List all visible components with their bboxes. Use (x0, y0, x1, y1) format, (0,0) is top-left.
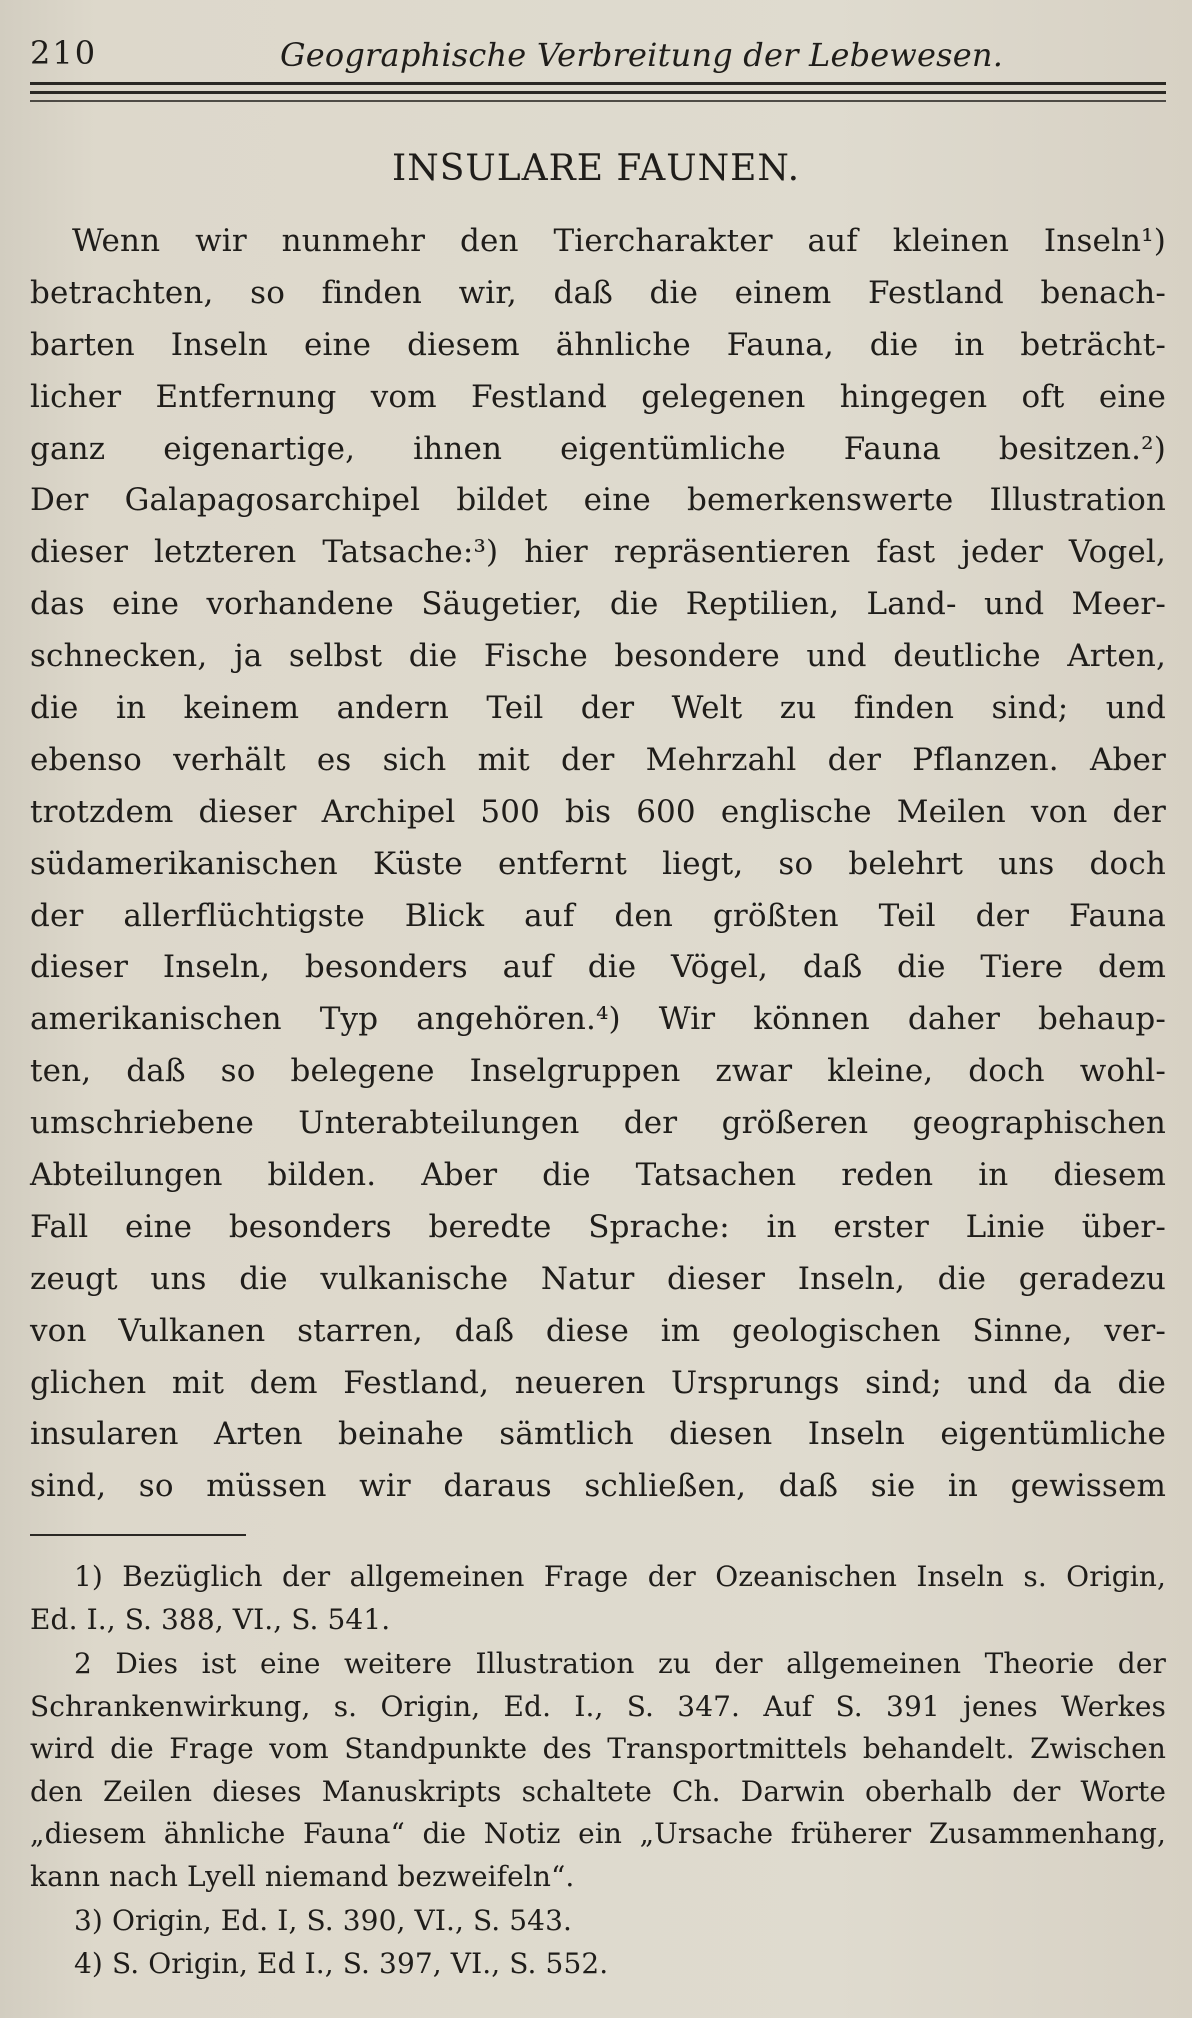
body-line: das eine vorhandene Säugetier, die Reptilien, Land- und Meer- (30, 586, 1166, 623)
body-line: licher Entfernung vom Festland gelegenen hingegen oft eine (30, 378, 1166, 415)
body-line: trotzdem dieser Archipel 500 bis 600 englische Meilen von der (30, 793, 1166, 830)
footnotes (30, 1556, 1166, 1985)
header-rule-bottom (30, 100, 1166, 102)
body-line: Fall eine besonders beredte Sprache: in erster Linie über- (30, 1208, 1166, 1245)
footnote-line: Schrankenwirkung, s. Origin, Ed. I., S. 347. Auf S. 391 jenes Werkes (30, 1689, 1166, 1723)
body-line: insularen Arten beinahe sämtlich diesen Inseln eigentümliche (30, 1416, 1166, 1453)
body-line: Abteilungen bilden. Aber die Tatsachen reden in diesem (30, 1157, 1166, 1194)
section-title: INSULARE FAUNEN. (391, 148, 801, 189)
footnote-line: 4) S. Origin, Ed I., S. 397, VI., S. 552. (74, 1946, 609, 1980)
body-line: ganz eigenartige, ihnen eigentümliche Fauna besitzen.²) (30, 430, 1166, 467)
body-line: ten, daß so belegene Inselgruppen zwar kleine, doch wohl- (30, 1053, 1166, 1090)
body-line: die in keinem andern Teil der Welt zu finden sind; und (30, 690, 1166, 727)
body-line: zeugt uns die vulkanische Natur dieser Inseln, die geradezu (30, 1260, 1166, 1297)
body-line: schnecken, ja selbst die Fische besondere und deutliche Arten, (30, 638, 1166, 675)
body-line: betrachten, so finden wir, daß die einem Festland benach- (30, 274, 1166, 311)
footnote-rule (30, 1534, 246, 1536)
running-title: Geographische Verbreitung der Lebewesen. (280, 36, 1004, 74)
footnote-line: 3) Origin, Ed. I, S. 390, VI., S. 543. (74, 1904, 573, 1937)
header-rules (30, 82, 1166, 100)
body-line: von Vulkanen starren, daß diese im geologischen Sinne, ver- (30, 1312, 1166, 1349)
body-line: barten Inseln eine diesem ähnliche Fauna, die in beträcht- (30, 326, 1166, 363)
header-rule-top (30, 82, 1166, 85)
page-header (30, 28, 1166, 80)
footnote-line: Ed. I., S. 388, VI., S. 541. (30, 1602, 391, 1636)
footnote-line: „diesem ähnliche Fauna“ die Notiz ein „Ursache früherer Zusammenhang, (30, 1817, 1166, 1850)
main-body-text (30, 216, 1166, 1513)
body-line: sind, so müssen wir daraus schließen, daß sie in gewissem (30, 1468, 1166, 1505)
body-line: dieser letzteren Tatsache:³) hier repräsentieren fast jeder Vogel, (30, 534, 1166, 571)
body-line: umschriebene Unterabteilungen der größeren geographischen (30, 1105, 1166, 1142)
body-line: ebenso verhält es sich mit der Mehrzahl der Pflanzen. Aber (30, 741, 1166, 778)
body-line: Wenn wir nunmehr den Tiercharakter auf kleinen Inseln¹) (72, 223, 1166, 259)
footnote-line: 2 Dies ist eine weitere Illustration zu der allgemeinen Theorie der (74, 1647, 1166, 1680)
header-rule-middle (30, 91, 1166, 94)
body-line: der allerflüchtigste Blick auf den größten Teil der Fauna (30, 897, 1166, 934)
footnote-line: den Zeilen dieses Manuskripts schaltete Ch. Darwin oberhalb der Worte (30, 1774, 1166, 1808)
body-line: amerikanischen Typ angehören.⁴) Wir können daher behaup- (30, 1001, 1166, 1038)
body-line: Der Galapagosarchipel bildet eine bemerkenswerte Illustration (30, 482, 1166, 519)
page-number: 210 (30, 34, 98, 72)
footnote-line: kann nach Lyell niemand bezweifeln“. (30, 1859, 575, 1893)
footnote-line: 1) Bezüglich der allgemeinen Frage der Ozeanischen Inseln s. Origin, (74, 1560, 1166, 1593)
body-line: südamerikanischen Küste entfernt liegt, so belehrt uns doch (30, 845, 1166, 882)
body-line: dieser Inseln, besonders auf die Vögel, daß die Tiere dem (30, 949, 1166, 986)
body-line: glichen mit dem Festland, neueren Ursprungs sind; und da die (30, 1364, 1166, 1401)
footnote-line: wird die Frage vom Standpunkte des Transportmittels behandelt. Zwischen (30, 1732, 1166, 1765)
